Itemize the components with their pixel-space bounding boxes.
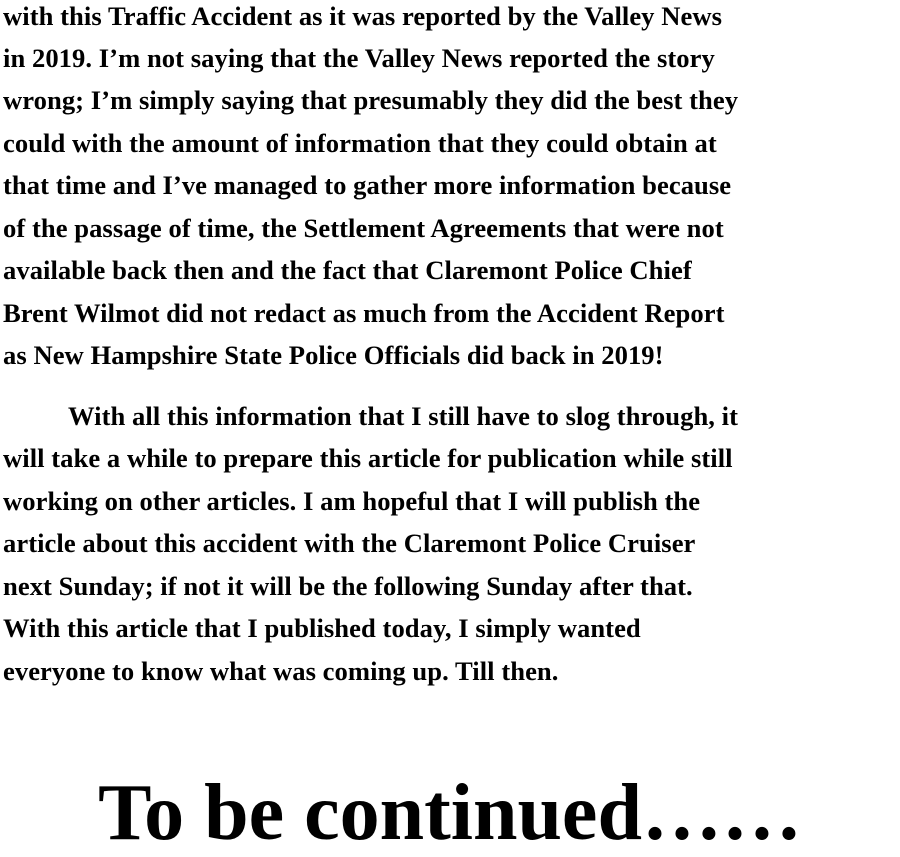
paragraph-1-line-1: with this Traffic Accident as it was reported by the Valley News <box>3 1 722 31</box>
paragraph-1-line-6: of the passage of time, the Settlement Agreements that were not <box>3 213 724 243</box>
paragraph-1-line-4: could with the amount of information that they could obtain at <box>3 128 717 158</box>
paragraph-1-line-9: as New Hampshire State Police Officials did back in 2019! <box>3 340 664 370</box>
paragraph-1-line-3: wrong; I’m simply saying that presumably they did the best they <box>3 85 739 115</box>
paragraph-1-line-2: in 2019. I’m not saying that the Valley News reported the story <box>3 43 715 73</box>
to-be-continued-heading: To be continued…… <box>98 769 802 857</box>
paragraph-1-line-5: that time and I’ve managed to gather more information because <box>3 170 732 200</box>
paragraph-1-line-8: Brent Wilmot did not redact as much from the Accident Report <box>3 298 725 328</box>
paragraph-2-line-5: next Sunday; if not it will be the following Sunday after that. <box>3 571 693 601</box>
paragraph-2-line-3: working on other articles. I am hopeful that I will publish the <box>3 486 701 516</box>
paragraph-2-line-4: article about this accident with the Claremont Police Cruiser <box>3 528 696 558</box>
paragraph-2-line-6: With this article that I published today, I simply wanted <box>3 613 641 643</box>
paragraph-2-line-1: With all this information that I still have to slog through, it <box>68 401 739 431</box>
paragraph-2-line-2: will take a while to prepare this article for publication while still <box>3 443 733 473</box>
paragraph-2-line-7: everyone to know what was coming up. Till then. <box>3 656 559 686</box>
paragraph-1-line-7: available back then and the fact that Claremont Police Chief <box>3 255 692 285</box>
